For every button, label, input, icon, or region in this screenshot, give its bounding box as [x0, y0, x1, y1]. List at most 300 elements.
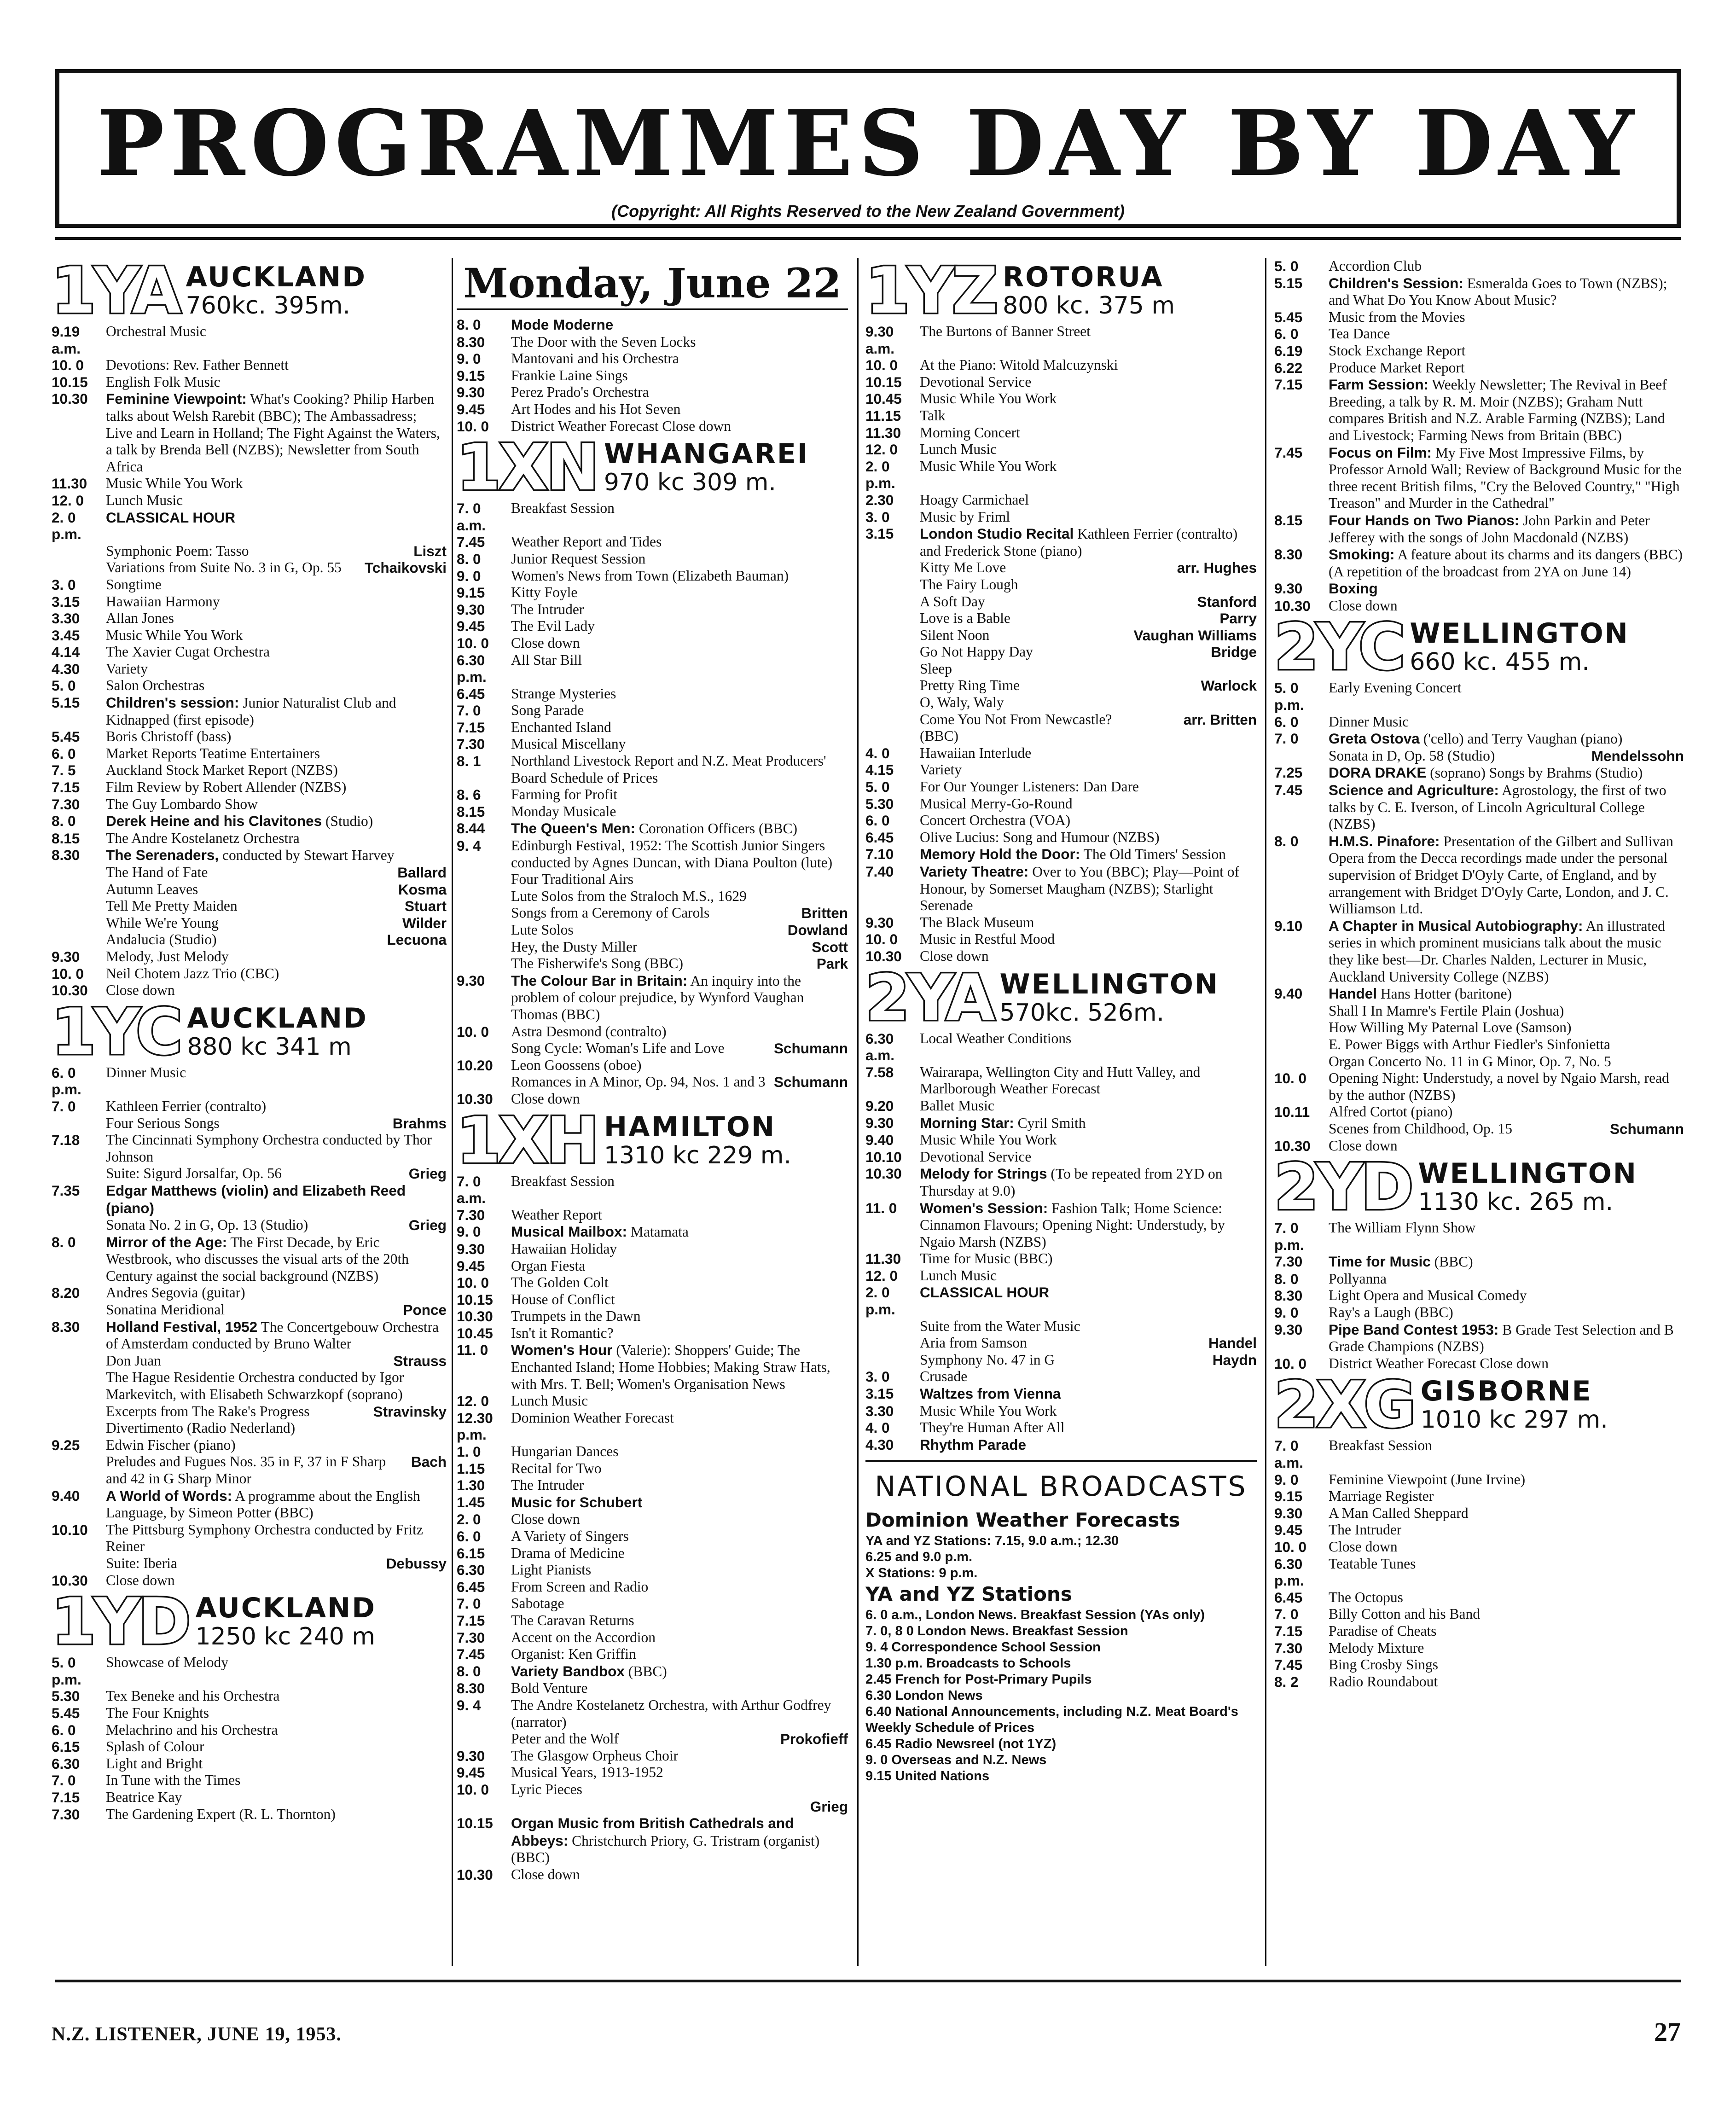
programme-description: [511, 367, 848, 384]
programme-item: [1274, 444, 1684, 512]
programme-item: [1274, 730, 1684, 748]
programme-item: [457, 1697, 848, 1731]
programme-time: 1.30: [457, 1477, 485, 1494]
programme-item: [457, 1595, 848, 1612]
programme-description: [920, 1250, 1257, 1267]
work-title: Shall I In Mamre's Fertile Plain (Joshua): [1329, 1002, 1564, 1019]
programme-description: [920, 812, 1257, 829]
programme-time: 8.30: [457, 1680, 485, 1697]
station-header: [52, 258, 447, 328]
programme-description: [106, 644, 447, 661]
programme-highlight: Memory Hold the Door:: [920, 846, 1080, 863]
programme-text: Strange Mysteries: [511, 685, 616, 702]
programme-text: The Intruder: [1329, 1522, 1402, 1538]
programme-time: 7.45: [457, 1646, 485, 1663]
programme-work: [52, 559, 447, 576]
programme-description: [920, 829, 1257, 846]
programme-description: [511, 1866, 848, 1883]
programme-highlight: Women's Hour: [511, 1342, 613, 1359]
programme-time: 10. 0: [865, 931, 898, 948]
programme-time: 6.30 a.m.: [865, 1030, 895, 1064]
programme-time: 3. 0: [865, 1368, 890, 1385]
programme-description: [106, 1755, 447, 1772]
programme-item: [52, 796, 447, 813]
programme-text: The Four Knights: [106, 1704, 209, 1721]
programme-text: Junior Naturalist Club and Kidnapped (first episode): [106, 695, 396, 728]
station-header: [52, 994, 447, 1069]
programme-time: 6. 0: [457, 1528, 481, 1545]
programme-description: [511, 820, 848, 837]
programme-text: Devotional Service: [920, 1148, 1032, 1165]
programme-description: [511, 1697, 848, 1731]
programme-text: Close down: [511, 634, 580, 651]
programme-description: [106, 813, 447, 830]
programme-time: 6.30 p.m.: [457, 651, 487, 686]
programme-description: [511, 601, 848, 618]
national-schedule-line: 6.30 London News: [865, 1688, 983, 1703]
programme-item: [1274, 343, 1684, 360]
programme-time: 10. 0: [52, 965, 84, 982]
programme-work: [865, 1335, 1257, 1352]
work-title: Organ Concerto No. 11 in G Minor, Op. 7, No. 5: [1329, 1053, 1611, 1069]
programme-time: 8.30: [1274, 1287, 1303, 1304]
programme-time: 8.30: [457, 333, 485, 350]
work-composer: [1679, 1003, 1684, 1020]
programme-text: Close down: [920, 947, 989, 964]
programme-time: [52, 1369, 106, 1403]
programme-item: [457, 1393, 848, 1410]
programme-time: 8. 0: [1274, 832, 1299, 849]
programme-description: [920, 931, 1257, 948]
programme-description: [106, 1132, 447, 1165]
programme-highlight: Four Hands on Two Pianos:: [1329, 511, 1520, 529]
column-divider: [1265, 258, 1266, 1966]
programme-highlight: Edgar Matthews (violin) and Elizabeth Reed (piano): [106, 1182, 406, 1216]
programme-time: 8.15: [1274, 511, 1303, 529]
programme-description: [1329, 1556, 1684, 1589]
programme-text: Music from the Movies: [1329, 308, 1465, 325]
programme-item: [457, 686, 848, 703]
programme-time: 10. 0: [1274, 1539, 1307, 1555]
programme-item: [52, 1772, 447, 1789]
programme-item: [1274, 258, 1684, 275]
programme-time: 9. 4: [457, 1696, 481, 1714]
programme-item: [52, 813, 447, 830]
programme-item: [865, 374, 1257, 391]
programme-description: [511, 1528, 848, 1545]
programme-item: [457, 702, 848, 719]
programme-text: Music While You Work: [106, 627, 243, 643]
programme-item: [865, 846, 1257, 863]
programme-text: Light and Bright: [106, 1755, 203, 1772]
programme-time: 3.15: [865, 525, 894, 542]
programme-text: House of Conflict: [511, 1291, 615, 1307]
national-schedule-line: 2.45 French for Post-Primary Pupils: [865, 1672, 1092, 1687]
programme-text: Songtime: [106, 576, 162, 593]
programme-item: [52, 1437, 447, 1454]
programme-time: 9.30: [52, 948, 80, 965]
programme-time: 10. 0: [457, 634, 489, 651]
programme-item: [865, 458, 1257, 492]
programme-item: [865, 931, 1257, 948]
programme-description: [920, 1064, 1257, 1098]
work-composer: [843, 888, 848, 905]
programme-text: In Tune with the Times: [106, 1772, 241, 1789]
work-title: The Fairy Lough: [920, 576, 1018, 593]
station-info: [1421, 1377, 1608, 1434]
programme-text: The Pittsburg Symphony Orchestra conducted by Fritz Reiner: [106, 1521, 423, 1555]
programme-time: 2. 0 p.m.: [865, 458, 895, 492]
programme-description: [511, 1646, 848, 1663]
programme-item: [1274, 782, 1684, 833]
programme-text: Crusade: [920, 1368, 968, 1385]
programme-description: [511, 837, 848, 871]
programme-item: [865, 914, 1257, 931]
programme-time: 5.15: [1274, 274, 1303, 291]
programme-text: Tex Beneke and his Orchestra: [106, 1688, 280, 1704]
programme-description: [511, 1173, 848, 1207]
programme-item: [1274, 714, 1684, 731]
national-schedule-line: 1.30 p.m. Broadcasts to Schools: [865, 1656, 1071, 1671]
work-title: O, Waly, Waly: [920, 694, 1004, 711]
programme-time: 7.30: [457, 1629, 485, 1646]
programme-text: Art Hodes and his Hot Seven: [511, 401, 681, 417]
programme-highlight: Time for Music: [1329, 1253, 1431, 1270]
programme-item: [865, 407, 1257, 424]
programme-work: [52, 1403, 447, 1437]
programme-text: Morning Concert: [920, 424, 1020, 441]
programme-time: 7.10: [865, 846, 894, 863]
programme-text: Stock Exchange Report: [1329, 342, 1466, 359]
programme-work: [52, 543, 447, 560]
programme-text: Hoagy Carmichael: [920, 491, 1029, 508]
programme-item: [52, 1098, 447, 1115]
programme-item: [865, 1267, 1257, 1284]
station-info: [1003, 262, 1175, 320]
programme-description: [920, 441, 1257, 458]
work-composer: Lecuona: [387, 931, 447, 948]
programme-description: [920, 1419, 1257, 1436]
programme-text: Weather Report: [511, 1206, 602, 1223]
programme-description: [1329, 275, 1684, 309]
programme-text: Salon Orchestras: [106, 677, 205, 694]
programme-text: E. Power Biggs with Arthur Fiedler's Sinfonietta: [1329, 1036, 1611, 1052]
programme-time: 6.15: [457, 1545, 485, 1562]
programme-time: 10.30: [865, 1165, 902, 1182]
work-title: Four Serious Songs: [106, 1115, 220, 1131]
programme-text: District Weather Forecast Close down: [511, 418, 732, 434]
programme-text: The Xavier Cugat Orchestra: [106, 644, 270, 660]
programme-item: [457, 1274, 848, 1291]
programme-description: [1329, 1505, 1684, 1522]
programme-time: 7. 0: [457, 1595, 481, 1612]
programme-time: 8.30: [52, 847, 80, 864]
work-title: Silent Noon: [920, 627, 990, 643]
programme-text: Perez Prado's Orchestra: [511, 384, 649, 401]
station-info: [604, 1112, 791, 1169]
programme-text: The Door with the Seven Locks: [511, 333, 696, 350]
programme-time: 10.10: [52, 1521, 88, 1538]
programme-text: The Andre Kostelanetz Orchestra, with Arthur Godfrey (narrator): [511, 1696, 831, 1730]
programme-time: 10.30: [52, 390, 88, 407]
programme-description: [511, 803, 848, 820]
programme-text: Music in Restful Mood: [920, 931, 1055, 947]
programme-text: Variety: [106, 660, 148, 677]
programme-text: Monday Musicale: [511, 803, 616, 819]
programme-description: [1329, 1673, 1684, 1691]
programme-time: 10. 0: [457, 1023, 489, 1040]
programme-time: 8.30: [1274, 546, 1303, 563]
programme-description: [1329, 546, 1684, 580]
programme-item: [1274, 764, 1684, 782]
programme-text: A programme about the English Language, by Simeon Potter (BBC): [106, 1487, 420, 1521]
programme-description: [1329, 1471, 1684, 1488]
programme-item: [457, 1562, 848, 1579]
station-callsign: 1YD: [52, 1585, 189, 1659]
programme-time: 8. 0: [52, 813, 76, 830]
programme-highlight: The Colour Bar in Britain:: [511, 972, 688, 989]
programme-description: [1329, 1104, 1684, 1121]
programme-time: 8. 0: [52, 1233, 76, 1250]
programme-description: [920, 1267, 1257, 1284]
programme-item: [52, 1722, 447, 1739]
programme-text: Song Parade: [511, 702, 584, 719]
programme-item: [52, 627, 447, 644]
station-name: AUCKLAND: [187, 1002, 368, 1034]
programme-text: An illustrated series in which prominent musicians talk about the music they like best—Dr. Charles Nalden, Lecturer in Music, Auckland University College (NZBS): [1329, 918, 1665, 985]
station-name: HAMILTON: [604, 1110, 776, 1143]
programme-description: [1329, 1271, 1684, 1288]
programme-time: 9.30: [865, 1114, 894, 1131]
programme-description: [106, 357, 447, 374]
programme-description: [920, 1385, 1257, 1403]
programme-work: [52, 864, 447, 881]
programme-item: [52, 1755, 447, 1772]
programme-time: 8.15: [52, 830, 80, 847]
programme-description: [511, 719, 848, 736]
programme-highlight: Children's Session:: [1329, 274, 1463, 291]
programme-text: Close down: [1329, 1137, 1398, 1154]
programme-item: [52, 610, 447, 627]
programme-text: Hawaiian Holiday: [511, 1240, 617, 1257]
programme-time: 6.22: [1274, 359, 1303, 376]
programme-time: 9.30: [457, 1747, 485, 1764]
programme-item: [52, 847, 447, 864]
station-info: [604, 439, 809, 496]
programme-item: [1274, 1589, 1684, 1606]
programme-text: Showcase of Melody: [106, 1654, 228, 1671]
programme-time: 7.45: [1274, 444, 1303, 461]
programme-item: [457, 1528, 848, 1545]
programme-text: An inquiry into the problem of colour prejudice, by Wynford Vaughan Thomas (BBC): [511, 972, 804, 1022]
programme-text: The Intruder: [511, 601, 584, 617]
programme-highlight: London Studio Recital: [920, 525, 1074, 542]
programme-text: Bing Crosby Sings: [1329, 1656, 1439, 1673]
programme-text: Melody Mixture: [1329, 1639, 1424, 1656]
programme-time: 12. 0: [457, 1393, 489, 1410]
work-composer: Bach: [411, 1453, 447, 1470]
programme-time: 9. 4: [457, 837, 481, 854]
programme-item: [52, 1234, 447, 1285]
day-heading: Monday, June 22: [457, 258, 848, 310]
programme-item: [52, 390, 447, 475]
programme-description: [920, 407, 1257, 424]
programme-description: [511, 1308, 848, 1325]
programme-item: [457, 1308, 848, 1325]
programme-work: [865, 644, 1257, 661]
programme-description: [106, 492, 447, 509]
programme-text: Leon Goossens (oboe): [511, 1057, 642, 1073]
programme-highlight: Morning Star:: [920, 1114, 1014, 1131]
programme-work: [52, 931, 447, 948]
programme-time: 10.30: [457, 1090, 493, 1107]
programme-work: [865, 661, 1257, 678]
page-number: 27: [1654, 2017, 1681, 2047]
programme-item: [52, 323, 447, 357]
programme-item: [457, 1057, 848, 1074]
programme-description: [920, 424, 1257, 442]
programme-description: [920, 778, 1257, 796]
programme-item: [865, 863, 1257, 914]
programme-description: [1329, 444, 1684, 512]
programme-item: [457, 401, 848, 418]
station-info: [1418, 1159, 1638, 1216]
station-callsign: 2YA: [865, 960, 993, 1035]
programme-description: [511, 1477, 848, 1494]
programme-text: The Old Timers' Session: [1083, 846, 1226, 863]
weather-forecast-line: 6.25 and 9.0 p.m.: [865, 1550, 973, 1565]
work-title: Variations from Suite No. 3 in G, Op. 55: [106, 559, 342, 576]
programme-text: Organ Fiesta: [511, 1257, 586, 1274]
programme-item: [865, 761, 1257, 778]
programme-description: [1329, 325, 1684, 343]
programme-time: 7.30: [1274, 1639, 1303, 1656]
programme-text: Lunch Music: [511, 1393, 588, 1409]
programme-item: [865, 1030, 1257, 1064]
programme-description: [511, 1663, 848, 1680]
programme-text: Opening Night: Understudy, a novel by Ngaio Marsh, read by the author (NZBS): [1329, 1070, 1669, 1103]
programme-text: (BBC): [628, 1663, 667, 1679]
programme-time: 7. 0: [1274, 730, 1299, 747]
programme-text: Talk: [920, 407, 946, 424]
programme-text: Produce Market Report: [1329, 359, 1465, 376]
work-title: Suite: Sigurd Jorsalfar, Op. 56: [106, 1165, 282, 1182]
programme-description: [511, 401, 848, 418]
programme-description: [1329, 1589, 1684, 1606]
programme-text: Fashion Talk; Home Science: Cinnamon Flavours; Opening Night: Understudy, by Ngaio Marsh (NZBS): [920, 1200, 1225, 1250]
programme-description: [511, 1781, 848, 1798]
programme-time: 5.45: [1274, 308, 1303, 325]
work-title: Preludes and Fugues Nos. 35 in F, 37 in F Sharp and 42 in G Sharp Minor: [106, 1453, 386, 1487]
work-composer: [1252, 1318, 1257, 1335]
station-header: [865, 960, 1257, 1035]
work-title: While We're Young: [106, 914, 219, 931]
programme-time: 9.10: [1274, 917, 1303, 934]
programme-work: [1274, 748, 1684, 765]
programme-item: [457, 1494, 848, 1511]
work-title: Go Not Happy Day: [920, 644, 1033, 660]
programme-description: [511, 1223, 848, 1241]
programme-description: [106, 762, 447, 779]
programme-description: [106, 1738, 447, 1755]
station-frequency: 1130 kc. 265 m.: [1418, 1188, 1614, 1216]
programme-time: 7. 0 a.m.: [1274, 1437, 1304, 1471]
station-header: [1274, 1150, 1684, 1225]
programme-work: [52, 1115, 447, 1132]
work-title: Love is a Bable: [920, 610, 1010, 627]
programme-time: 9.30: [865, 914, 894, 931]
work-composer: Stravinsky: [373, 1403, 447, 1420]
programme-text: My Five Most Impressive Films, by Professor Arnold Wall; Review of Background Music for the three recent British films, "Cry the Beloved Country," "High Treason" and Murder in the Cathedral": [1329, 444, 1682, 511]
programme-item: [1274, 1321, 1684, 1355]
national-schedule-line: 6. 0 a.m., London News. Breakfast Session (YAs only): [865, 1608, 1205, 1623]
programme-time: 8.44: [457, 820, 485, 837]
programme-time: 10.45: [865, 390, 902, 407]
programme-item: [457, 1410, 848, 1443]
programme-item: [457, 1680, 848, 1697]
programme-text: The Gardening Expert (R. L. Thornton): [106, 1806, 336, 1822]
programme-description: [511, 551, 848, 568]
work-title: Tell Me Pretty Maiden: [106, 898, 238, 914]
programme-description: [920, 914, 1257, 931]
programme-text: The Andre Kostelanetz Orchestra: [106, 830, 300, 846]
programme-item: [457, 367, 848, 384]
programme-item: [1274, 325, 1684, 343]
programme-text: Feminine Viewpoint (June Irvine): [1329, 1471, 1526, 1487]
programme-text: For Our Younger Listeners: Dan Dare: [920, 778, 1139, 795]
programme-time: 7. 0 a.m.: [457, 1173, 486, 1207]
programme-description: [511, 1207, 848, 1224]
programme-description: [511, 652, 848, 686]
programme-item: [865, 1200, 1257, 1251]
programme-description: [106, 374, 447, 391]
programme-item: [865, 829, 1257, 846]
programme-text: Junior Request Session: [511, 550, 646, 567]
programme-time: 10.30: [1274, 1137, 1311, 1154]
work-composer: [1252, 661, 1257, 678]
programme-text: Close down: [511, 1866, 580, 1882]
programme-text: The Octopus: [1329, 1589, 1403, 1605]
programme-description: [920, 1098, 1257, 1115]
programme-item: [52, 644, 447, 661]
programme-work: [457, 922, 848, 939]
programme-text: The Cincinnati Symphony Orchestra conducted by Thor Johnson: [106, 1132, 432, 1165]
programme-description: [106, 677, 447, 694]
programme-description: [106, 1182, 447, 1217]
station-info: [196, 1593, 377, 1650]
bottom-rule: [55, 1980, 1681, 1982]
programme-description: [511, 384, 848, 401]
programme-time: 10. 0: [865, 357, 898, 374]
programme-time: 9.25: [52, 1436, 80, 1453]
programme-item: [1274, 1640, 1684, 1657]
programme-text: Dominion Weather Forecast: [511, 1409, 674, 1426]
programme-description: [920, 1115, 1257, 1132]
programme-time: 9.40: [865, 1132, 894, 1149]
work-composer: Parry: [1219, 610, 1257, 627]
work-title: Song Cycle: Woman's Life and Love: [511, 1040, 725, 1057]
programme-text: The Burtons of Banner Street: [920, 323, 1091, 339]
programme-time: 7.15: [457, 719, 485, 736]
programme-item: [52, 677, 447, 694]
programme-description: [511, 1443, 848, 1460]
work-composer: Handel: [1208, 1335, 1257, 1352]
programme-time: 9.30: [457, 1240, 485, 1257]
programme-text: Teatable Tunes: [1329, 1555, 1416, 1572]
programme-description: [511, 350, 848, 367]
programme-text: District Weather Forecast Close down: [1329, 1355, 1549, 1371]
programme-text: Music While You Work: [106, 475, 243, 492]
